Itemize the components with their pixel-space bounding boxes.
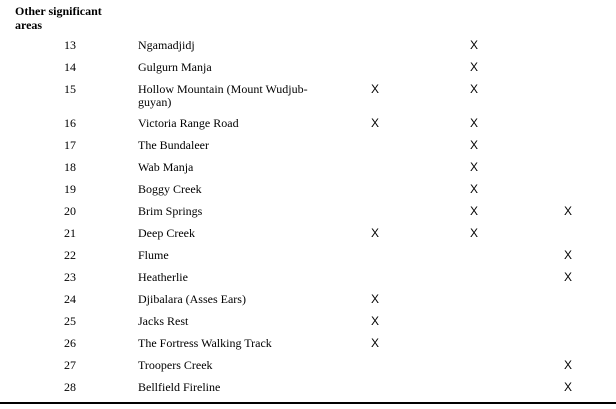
column-2-mark: X: [469, 82, 478, 96]
column-2-mark: X: [469, 226, 478, 240]
column-3-mark: X: [563, 270, 572, 284]
column-2-mark: X: [469, 182, 478, 196]
row-number: 19: [64, 182, 76, 196]
column-1-mark: X: [370, 292, 379, 306]
column-2-mark: X: [469, 160, 478, 174]
table-row: [0, 35, 616, 57]
column-3-mark: X: [563, 204, 572, 218]
column-1-mark: X: [370, 336, 379, 350]
area-name: The Fortress Walking Track: [138, 336, 272, 350]
area-name: Gulgurn Manja: [138, 60, 212, 74]
row-number: 14: [64, 60, 76, 74]
area-name: Hollow Mountain (Mount Wudjub-guyan): [138, 82, 308, 109]
row-number: 27: [64, 358, 76, 372]
column-2-mark: X: [469, 204, 478, 218]
bottom-rule: [0, 402, 616, 404]
row-number: 24: [64, 292, 76, 306]
area-table: [0, 35, 616, 399]
table-row: [0, 267, 616, 289]
row-number: 23: [64, 270, 76, 284]
area-name: Wab Manja: [138, 160, 194, 174]
area-name: Boggy Creek: [138, 182, 202, 196]
column-1-mark: X: [370, 314, 379, 328]
table-row: [0, 79, 616, 113]
table-row: [0, 201, 616, 223]
column-3-mark: X: [563, 380, 572, 394]
table-row: [0, 245, 616, 267]
table-row: [0, 333, 616, 355]
table-row: [0, 113, 616, 135]
area-name: Ngamadjidj: [138, 38, 195, 52]
column-3-mark: X: [563, 358, 572, 372]
column-2-mark: X: [469, 138, 478, 152]
column-3-mark: X: [563, 248, 572, 262]
column-1-mark: X: [370, 82, 379, 96]
column-1-mark: X: [370, 226, 379, 240]
area-name: Djibalara (Asses Ears): [138, 292, 246, 306]
row-number: 18: [64, 160, 76, 174]
column-1-mark: X: [370, 116, 379, 130]
area-name: The Bundaleer: [138, 138, 209, 152]
table-row: [0, 355, 616, 377]
area-name: Victoria Range Road: [138, 116, 239, 130]
area-name: Deep Creek: [138, 226, 195, 240]
area-name: Jacks Rest: [138, 314, 189, 328]
table-row: [0, 377, 616, 399]
row-number: 28: [64, 380, 76, 394]
row-number: 26: [64, 336, 76, 350]
table-row: [0, 311, 616, 333]
table-row: [0, 223, 616, 245]
area-name: Brim Springs: [138, 204, 203, 218]
row-number: 15: [64, 82, 76, 96]
row-number: 13: [64, 38, 76, 52]
row-number: 21: [64, 226, 76, 240]
table-row: [0, 289, 616, 311]
row-number: 16: [64, 116, 76, 130]
column-2-mark: X: [469, 38, 478, 52]
table-row: [0, 157, 616, 179]
area-name: Bellfield Fireline: [138, 380, 221, 394]
column-2-mark: X: [469, 116, 478, 130]
area-name: Flume: [138, 248, 169, 262]
area-name: Troopers Creek: [138, 358, 213, 372]
row-number: 20: [64, 204, 76, 218]
table-row: [0, 179, 616, 201]
row-number: 25: [64, 314, 76, 328]
area-name: Heatherlie: [138, 270, 188, 284]
table-row: [0, 135, 616, 157]
row-number: 17: [64, 138, 76, 152]
table-row: [0, 57, 616, 79]
section-heading: Other significant areas: [15, 4, 102, 32]
column-2-mark: X: [469, 60, 478, 74]
row-number: 22: [64, 248, 76, 262]
